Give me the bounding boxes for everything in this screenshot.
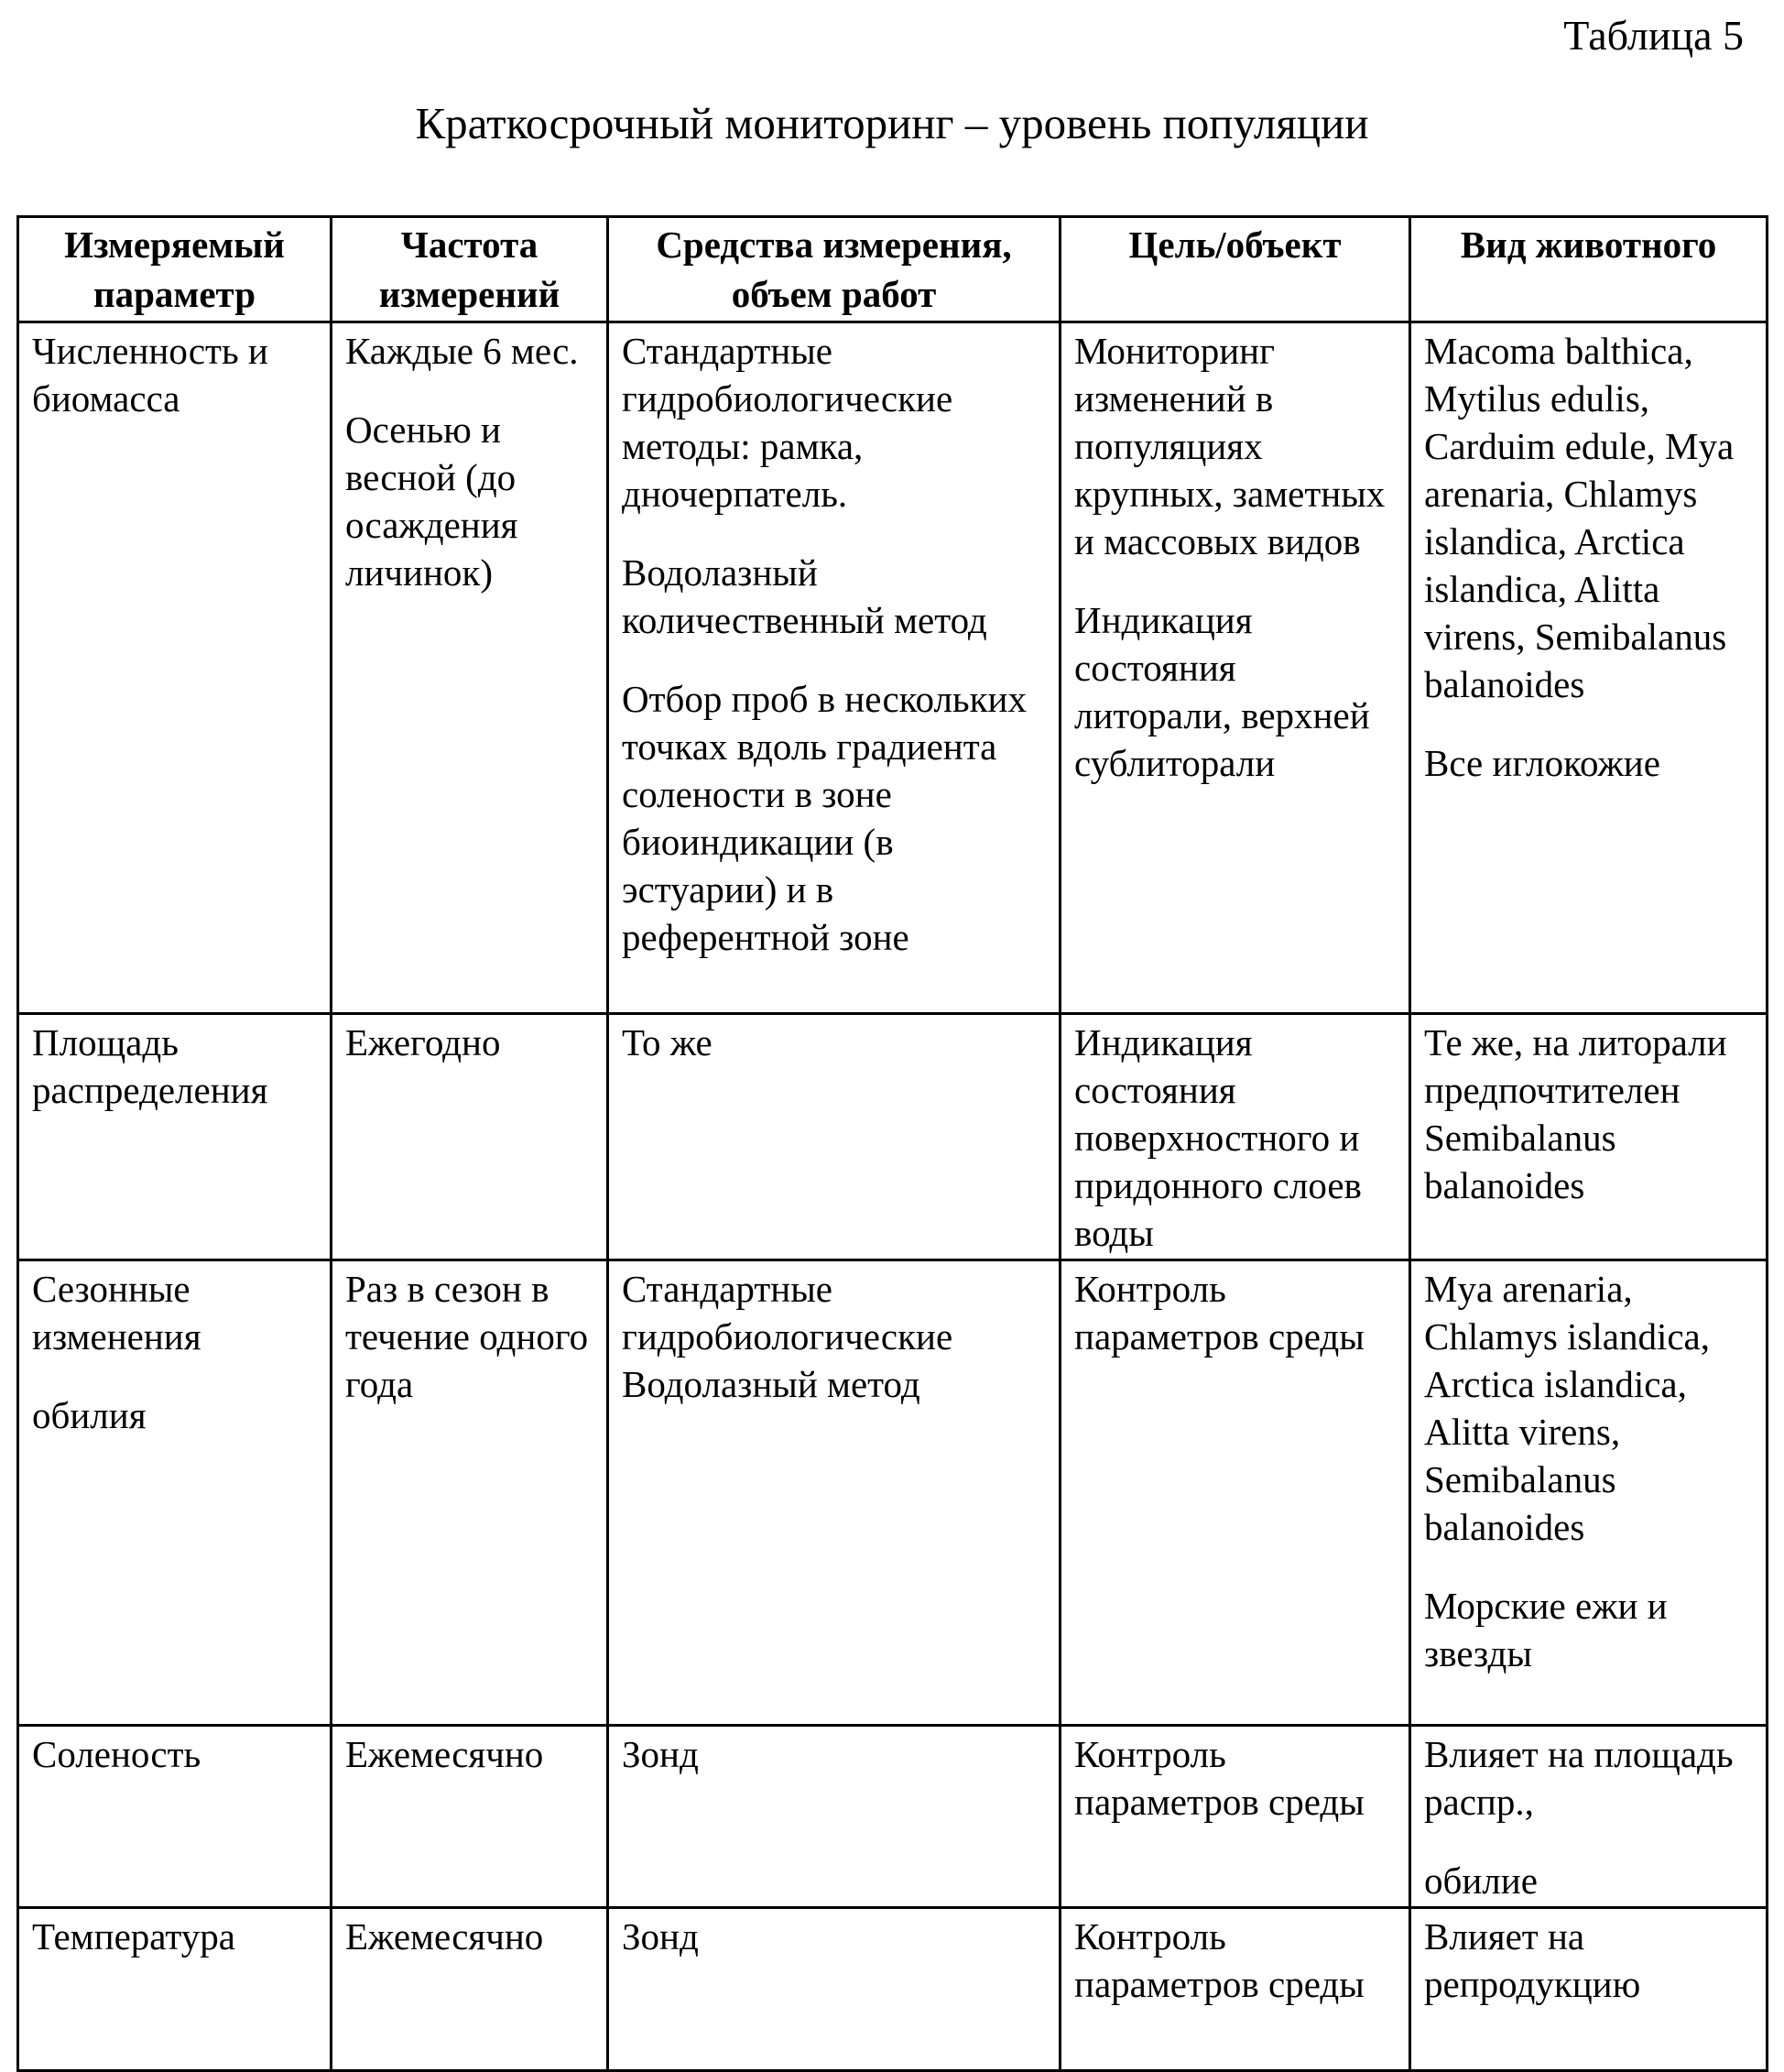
cell-text: Те же, на литорали предпочтителен Semibalanus balanoides <box>1424 1019 1753 1209</box>
cell-text: Каждые 6 мес. <box>345 327 593 375</box>
cell-frequency <box>332 1260 608 1726</box>
cell-parameter <box>18 322 332 1014</box>
cell-goal <box>1061 1014 1410 1260</box>
cell-text: Macoma balthica, Mytilus edulis, Carduim edule, Mya arenaria, Chlamys islandica, Arctica islandica, Alitta virens, Semibalanus balanoides <box>1424 327 1753 708</box>
table-label: Таблица 5 <box>1563 11 1744 60</box>
cell-means <box>608 1908 1061 2071</box>
cell-text: Мониторинг изменений в популяциях крупных, заметных и массовых видов <box>1074 327 1396 565</box>
cell-means <box>608 1260 1061 1726</box>
cell-frequency <box>332 1014 608 1260</box>
table-row <box>18 322 1768 1014</box>
cell-text: Ежегодно <box>345 1019 593 1066</box>
cell-text: Зонд <box>622 1913 1046 1960</box>
cell-species <box>1410 322 1768 1014</box>
cell-text: Площадь распределения <box>32 1019 317 1114</box>
cell-means <box>608 1726 1061 1908</box>
cell-text: То же <box>622 1019 1046 1066</box>
table-row <box>18 1260 1768 1726</box>
cell-text: Mya arenaria, Chlamys islandica, Arctica islandica, Alitta virens, Semibalanus balanoides <box>1424 1265 1753 1551</box>
table-row <box>18 1908 1768 2071</box>
cell-text: Стандартные гидробиологические методы: рамка, дночерпатель. <box>622 327 1046 518</box>
monitoring-table <box>16 215 1768 2072</box>
cell-text: Ежемесячно <box>345 1913 593 1960</box>
cell-frequency <box>332 1726 608 1908</box>
cell-goal <box>1061 322 1410 1014</box>
cell-text: Раз в сезон в течение одного года <box>345 1265 593 1408</box>
cell-species <box>1410 1014 1768 1260</box>
cell-text: Ежемесячно <box>345 1730 593 1778</box>
cell-text: Контроль параметров среды <box>1074 1265 1396 1360</box>
cell-text: Температура <box>32 1913 317 1960</box>
cell-text: Осенью и весной (до осаждения личинок) <box>345 406 593 596</box>
cell-text: Стандартные гидробиологические Водолазный метод <box>622 1265 1046 1408</box>
cell-parameter <box>18 1726 332 1908</box>
header-row <box>18 217 1768 322</box>
table-row <box>18 1014 1768 1260</box>
cell-text: обилие <box>1424 1857 1753 1904</box>
column-header-parameter: Измеряемый параметр <box>18 217 332 322</box>
cell-species <box>1410 1260 1768 1726</box>
cell-goal <box>1061 1908 1410 2071</box>
cell-text: Все иглокожие <box>1424 739 1753 787</box>
column-header-frequency: Частота измерений <box>332 217 608 322</box>
cell-text: Влияет на площадь распр., <box>1424 1730 1753 1826</box>
cell-text: Отбор проб в нескольких точках вдоль градиента солености в зоне биоиндикации (в эстуарии) и в референтной зоне <box>622 675 1046 961</box>
cell-text: обилия <box>32 1391 317 1439</box>
cell-frequency <box>332 322 608 1014</box>
cell-text: Влияет на репродукцию <box>1424 1913 1753 2008</box>
cell-parameter <box>18 1908 332 2071</box>
cell-text: Индикация состояния поверхностного и придонного слоев воды <box>1074 1019 1396 1257</box>
cell-goal <box>1061 1726 1410 1908</box>
cell-text: Морские ежи и звезды <box>1424 1582 1753 1677</box>
column-header-means: Средства измерения, объем работ <box>608 217 1061 322</box>
cell-frequency <box>332 1908 608 2071</box>
cell-text: Индикация состояния литорали, верхней сублиторали <box>1074 596 1396 787</box>
cell-text: Сезонные изменения <box>32 1265 317 1360</box>
cell-parameter <box>18 1260 332 1726</box>
cell-text: Численность и биомасса <box>32 327 317 422</box>
cell-text: Контроль параметров среды <box>1074 1913 1396 2008</box>
cell-text: Контроль параметров среды <box>1074 1730 1396 1826</box>
cell-means <box>608 322 1061 1014</box>
column-header-goal: Цель/объект <box>1061 217 1410 322</box>
document-title: Краткосрочный мониторинг – уровень популяции <box>0 97 1784 149</box>
cell-text: Зонд <box>622 1730 1046 1778</box>
cell-species <box>1410 1908 1768 2071</box>
cell-species <box>1410 1726 1768 1908</box>
column-header-species: Вид животного <box>1410 217 1768 322</box>
cell-text: Соленость <box>32 1730 317 1778</box>
table-row <box>18 1726 1768 1908</box>
cell-text: Водолазный количественный метод <box>622 549 1046 644</box>
cell-goal <box>1061 1260 1410 1726</box>
cell-parameter <box>18 1014 332 1260</box>
cell-means <box>608 1014 1061 1260</box>
